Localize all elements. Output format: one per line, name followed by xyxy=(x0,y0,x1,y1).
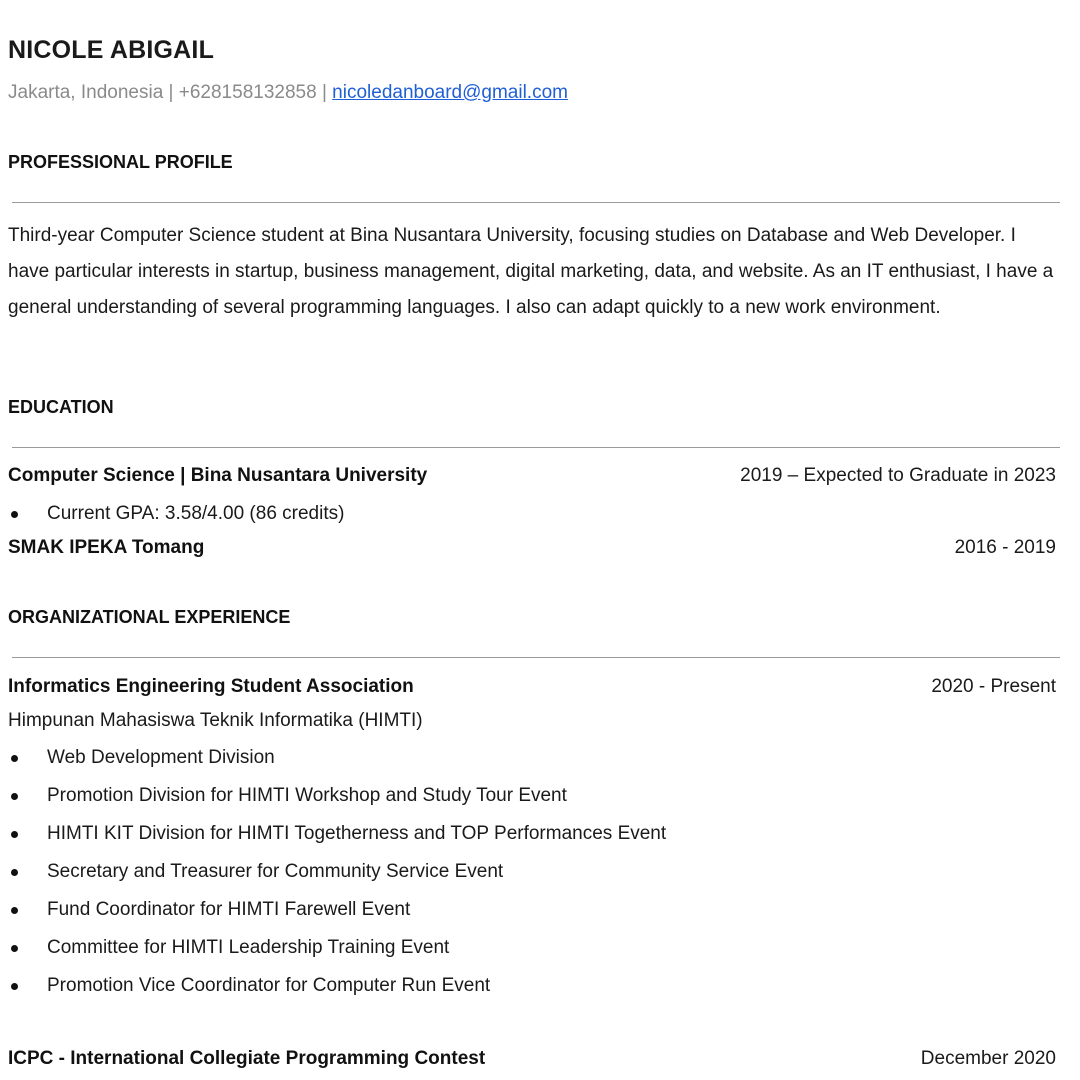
list-item-text: HIMTI KIT Division for HIMTI Togetherness and TOP Performances Event xyxy=(47,823,667,844)
section-title-profile: PROFESSIONAL PROFILE xyxy=(8,152,233,172)
list-item xyxy=(8,853,666,891)
contact-separator: | xyxy=(321,82,327,103)
experience-entry-period: 2020 - Present xyxy=(931,676,1056,697)
list-item xyxy=(8,777,666,815)
education-entry-period: 2019 – Expected to Graduate in 2023 xyxy=(740,465,1056,486)
bullet-icon xyxy=(11,907,18,914)
list-item-text: Secretary and Treasurer for Community Service Event xyxy=(47,861,504,882)
profile-paragraph: Third-year Computer Science student at Bina Nusantara University, focusing studies on Database and Web Developer. I have particular interests in startup, business management, digital marketing, data, and website. As an IT enthusiast, I have a general understanding of several programming languages. I also can adapt quickly to a new work environment. xyxy=(8,225,1054,318)
section-title-education: EDUCATION xyxy=(8,397,114,417)
education-entry xyxy=(8,465,1056,487)
bullet-icon xyxy=(11,869,18,876)
contact-separator: | xyxy=(168,82,174,103)
list-item xyxy=(8,891,666,929)
education-entry-name: SMAK IPEKA Tomang xyxy=(8,537,205,558)
experience-entry-name: ICPC - International Collegiate Programming Contest xyxy=(8,1048,486,1069)
list-item xyxy=(8,967,666,1005)
list-item-text: Current GPA: 3.58/4.00 (86 credits) xyxy=(47,503,345,524)
contact-phone: +628158132858 xyxy=(178,82,317,103)
bullet-icon xyxy=(11,793,18,800)
list-item xyxy=(8,929,666,967)
list-item-text: Web Development Division xyxy=(47,747,275,768)
bullet-icon xyxy=(11,831,18,838)
section-divider xyxy=(12,202,1060,203)
experience-entry xyxy=(8,1048,1056,1070)
education-entry-period: 2016 - 2019 xyxy=(954,537,1056,558)
contact-line xyxy=(8,82,568,104)
list-item-text: Fund Coordinator for HIMTI Farewell Event xyxy=(47,899,411,920)
section-title-organizational: ORGANIZATIONAL EXPERIENCE xyxy=(8,607,291,627)
experience-entry-name: Informatics Engineering Student Association xyxy=(8,676,414,697)
list-item-text: Promotion Division for HIMTI Workshop and Study Tour Event xyxy=(47,785,567,806)
education-entry xyxy=(8,537,1056,559)
experience-entry-subtitle: Himpunan Mahasiswa Teknik Informatika (HIMTI) xyxy=(8,710,423,731)
bullet-icon xyxy=(11,945,18,952)
list-item xyxy=(8,815,666,853)
list-item xyxy=(8,495,344,533)
list-item-text: Committee for HIMTI Leadership Training Event xyxy=(47,937,450,958)
section-divider xyxy=(12,447,1060,448)
email-link[interactable]: nicoledanboard@gmail.com xyxy=(332,82,568,103)
contact-location: Jakarta, Indonesia xyxy=(8,82,164,103)
education-entry-name: Computer Science | Bina Nusantara University xyxy=(8,465,428,486)
bullet-icon xyxy=(11,755,18,762)
list-item xyxy=(8,739,666,777)
list-item-text: Promotion Vice Coordinator for Computer Run Event xyxy=(47,975,491,996)
experience-bullet-list xyxy=(8,739,666,1005)
bullet-icon xyxy=(11,511,18,518)
section-divider xyxy=(12,657,1060,658)
bullet-icon xyxy=(11,983,18,990)
resume-name: NICOLE ABIGAIL xyxy=(8,36,215,64)
experience-entry xyxy=(8,676,1056,698)
experience-entry-period: December 2020 xyxy=(920,1048,1056,1069)
education-bullet-list xyxy=(8,495,344,533)
